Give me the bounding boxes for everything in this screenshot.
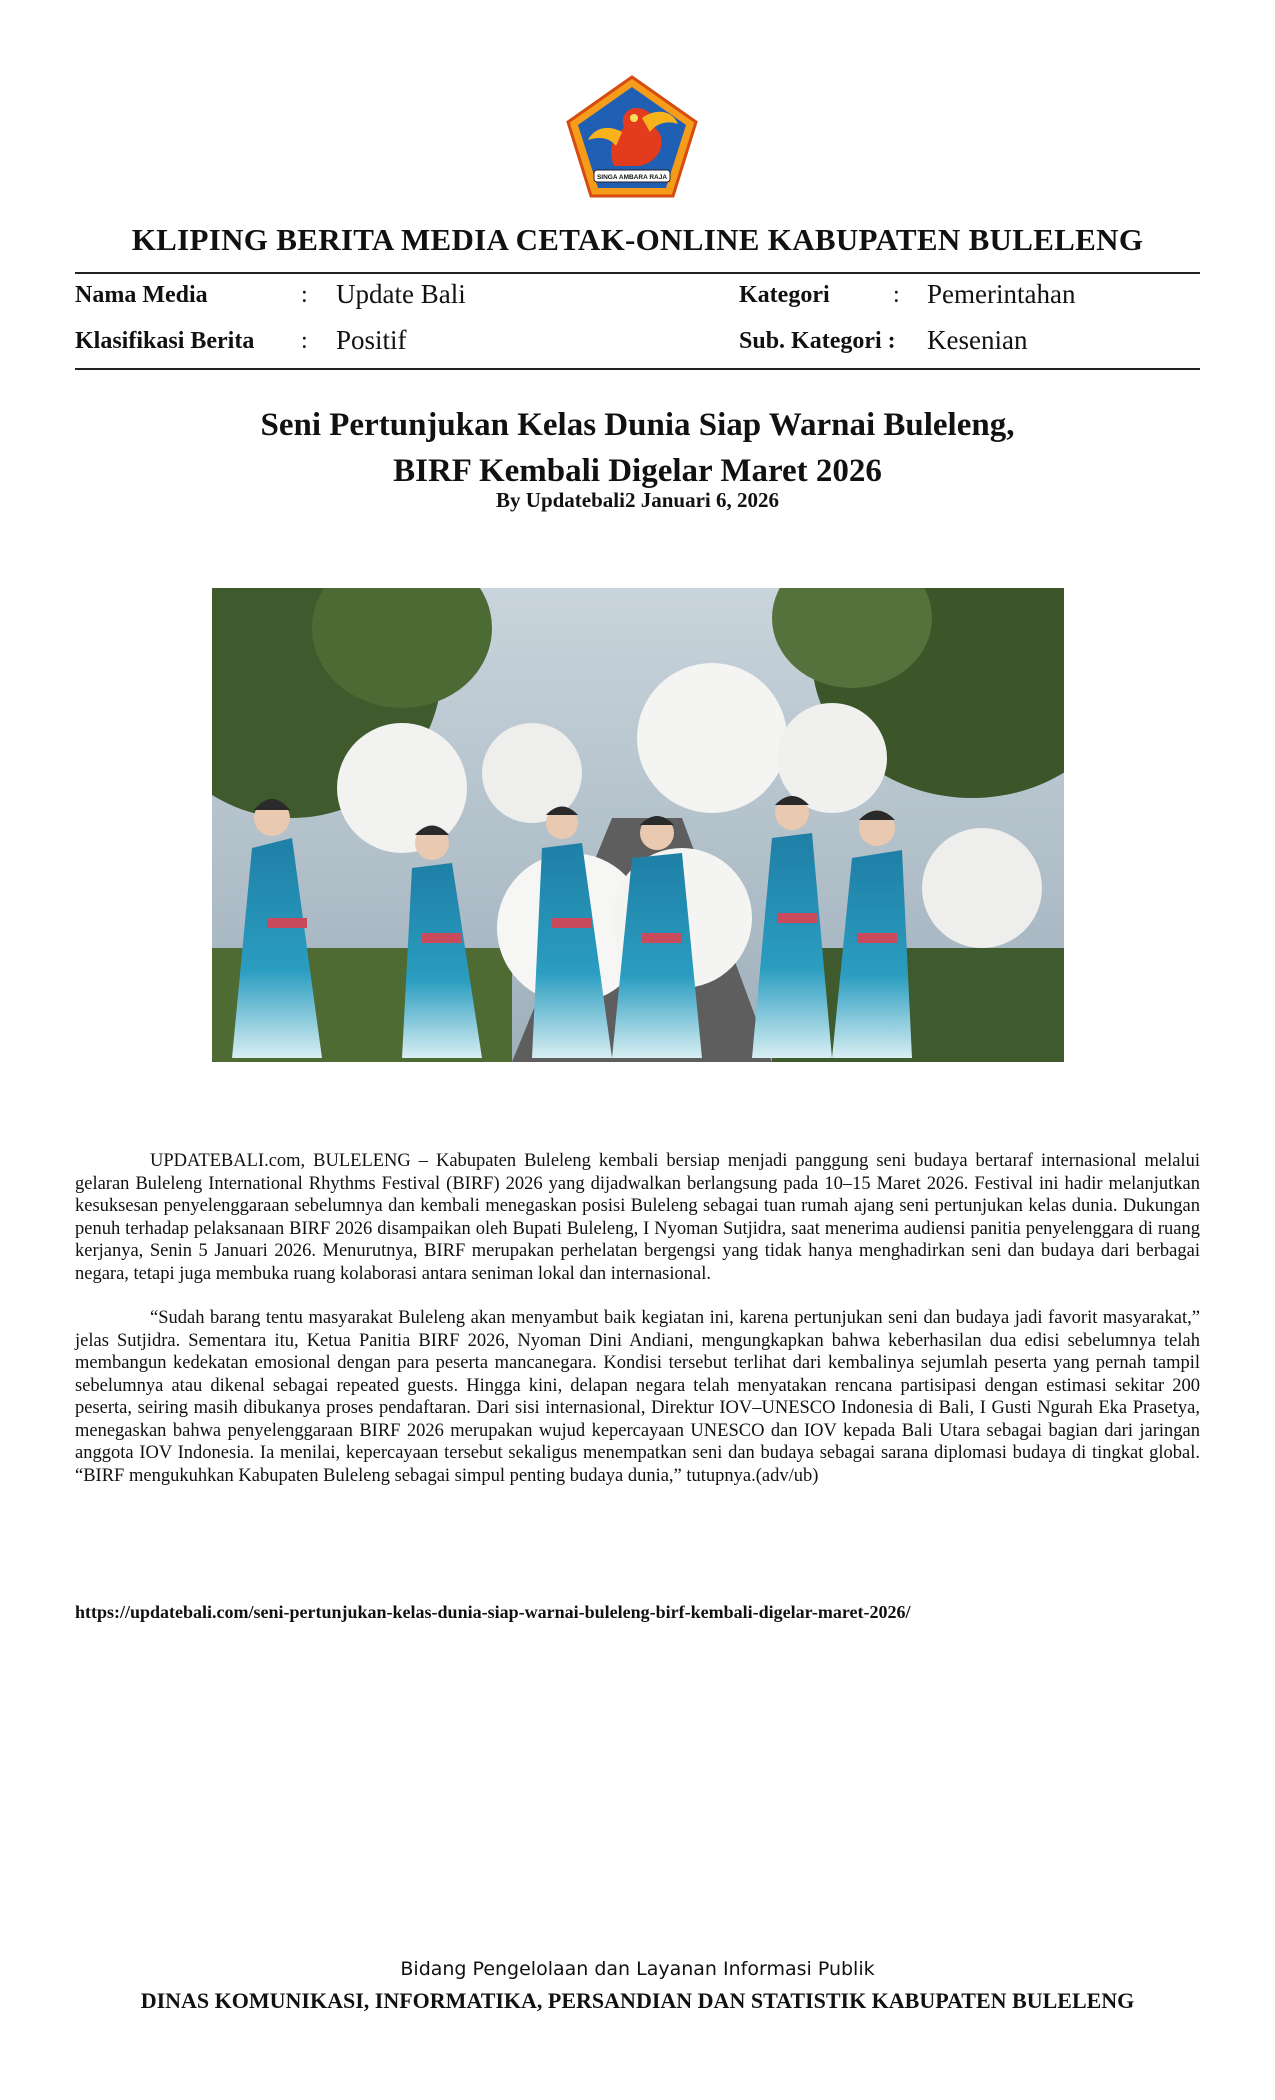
media-value: Update Bali bbox=[336, 279, 466, 309]
meta-row-2 bbox=[75, 322, 1200, 362]
headline-line-2: BIRF Kembali Digelar Maret 2026 bbox=[393, 453, 882, 489]
header-divider-bottom bbox=[75, 368, 1200, 370]
kategori-colon: : bbox=[893, 282, 900, 308]
subkategori-label: Sub. Kategori : bbox=[739, 328, 896, 354]
klasifikasi-label: Klasifikasi Berita bbox=[75, 328, 255, 354]
klasifikasi-value: Positif bbox=[336, 325, 407, 355]
clipping-title: KLIPING BERITA MEDIA CETAK-ONLINE KABUPATEN BULELENG bbox=[131, 222, 1144, 257]
klasifikasi-colon: : bbox=[301, 328, 308, 354]
footer-agency: DINAS KOMUNIKASI, INFORMATIKA, PERSANDIAN DAN STATISTIK KABUPATEN BULELENG bbox=[140, 1988, 1135, 2013]
article-paragraph-1: UPDATEBALI.com, BULELENG – Kabupaten Buleleng kembali bersiap menjadi panggung seni budaya bertaraf internasional melalui gelaran Buleleng International Rhythms Festival (BIRF) 2026 yang dijadwalkan berlangsung pada 10–15 Maret 2026. Festival ini hadir melanjutkan kesuksesan penyelenggaraan sebelumnya dan kembali menegaskan posisi Buleleng sebagai tuan rumah ajang seni pertunjukan kelas dunia. Dukungan penuh terhadap pelaksanaan BIRF 2026 disampaikan oleh Bupati Buleleng, I Nyoman Sutjidra, saat menerima audiensi panitia penyelenggara di ruang kerjanya, Senin 5 Januari 2026. Menurutnya, BIRF merupakan perhelatan bergengsi yang tidak hanya menghadirkan seni dan budaya dari berbagai negara, tetapi juga membuka ruang kolaborasi antara seniman lokal dan internasional. bbox=[75, 1151, 1200, 1284]
source-url: https://updatebali.com/seni-pertunjukan-kelas-dunia-siap-warnai-buleleng-birf-kembali-digelar-maret-2026/ bbox=[75, 1602, 911, 1622]
media-colon: : bbox=[301, 282, 308, 308]
article-headline bbox=[0, 402, 1275, 494]
media-label: Nama Media bbox=[75, 282, 208, 308]
article-paragraph-2: “Sudah barang tentu masyarakat Buleleng akan menyambut baik kegiatan ini, karena pertunjukan seni dan budaya jadi favorit masyarakat,” jelas Sutjidra. Sementara itu, Ketua Panitia BIRF 2026, Nyoman Dini Andiani, mengungkapkan bahwa keberhasilan dua edisi sebelumnya telah membangun kedekatan emosional dengan para peserta mancanegara. Kondisi tersebut terlihat dari kembalinya sejumlah peserta yang pernah tampil sebelumnya atau dikenal sebagai repeated guests. Hingga kini, delapan negara telah menyatakan rencana partisipasi dengan estimasi sekitar 200 peserta, seiring masih dibukanya proses pendaftaran. Dari sisi internasional, Direktur IOV–UNESCO Indonesia di Bali, I Gusti Ngurah Eka Prasetya, menegaskan bahwa penyelenggaraan BIRF 2026 merupakan wujud kepercayaan UNESCO dan IOV kepada Bali Utara sebagai bagian dari jaringan anggota IOV Indonesia. Ia menilai, kepercayaan tersebut sekaligus menempatkan seni dan budaya sebagai sarana diplomasi budaya di tingkat global. “BIRF mengukuhkan Kabupaten Buleleng sebagai simpul penting budaya dunia,” tutupnya.(adv/ub) bbox=[75, 1308, 1200, 1486]
kategori-value: Pemerintahan bbox=[927, 279, 1076, 309]
article-body bbox=[75, 1150, 1200, 1509]
kategori-label: Kategori bbox=[739, 282, 830, 308]
logo-motto-text: SINGA AMBARA RAJA bbox=[596, 174, 668, 181]
headline-line-1: Seni Pertunjukan Kelas Dunia Siap Warnai Buleleng, bbox=[260, 407, 1015, 443]
header-divider-top bbox=[75, 272, 1200, 274]
footer-division: Bidang Pengelolaan dan Layanan Informasi Publik bbox=[400, 1958, 875, 1980]
meta-row-1 bbox=[75, 276, 1200, 316]
article-photo bbox=[212, 588, 1064, 1062]
subkategori-value: Kesenian bbox=[927, 325, 1028, 355]
regency-crest-logo bbox=[564, 74, 700, 200]
article-byline: By Updatebali2 Januari 6, 2026 bbox=[496, 488, 779, 512]
